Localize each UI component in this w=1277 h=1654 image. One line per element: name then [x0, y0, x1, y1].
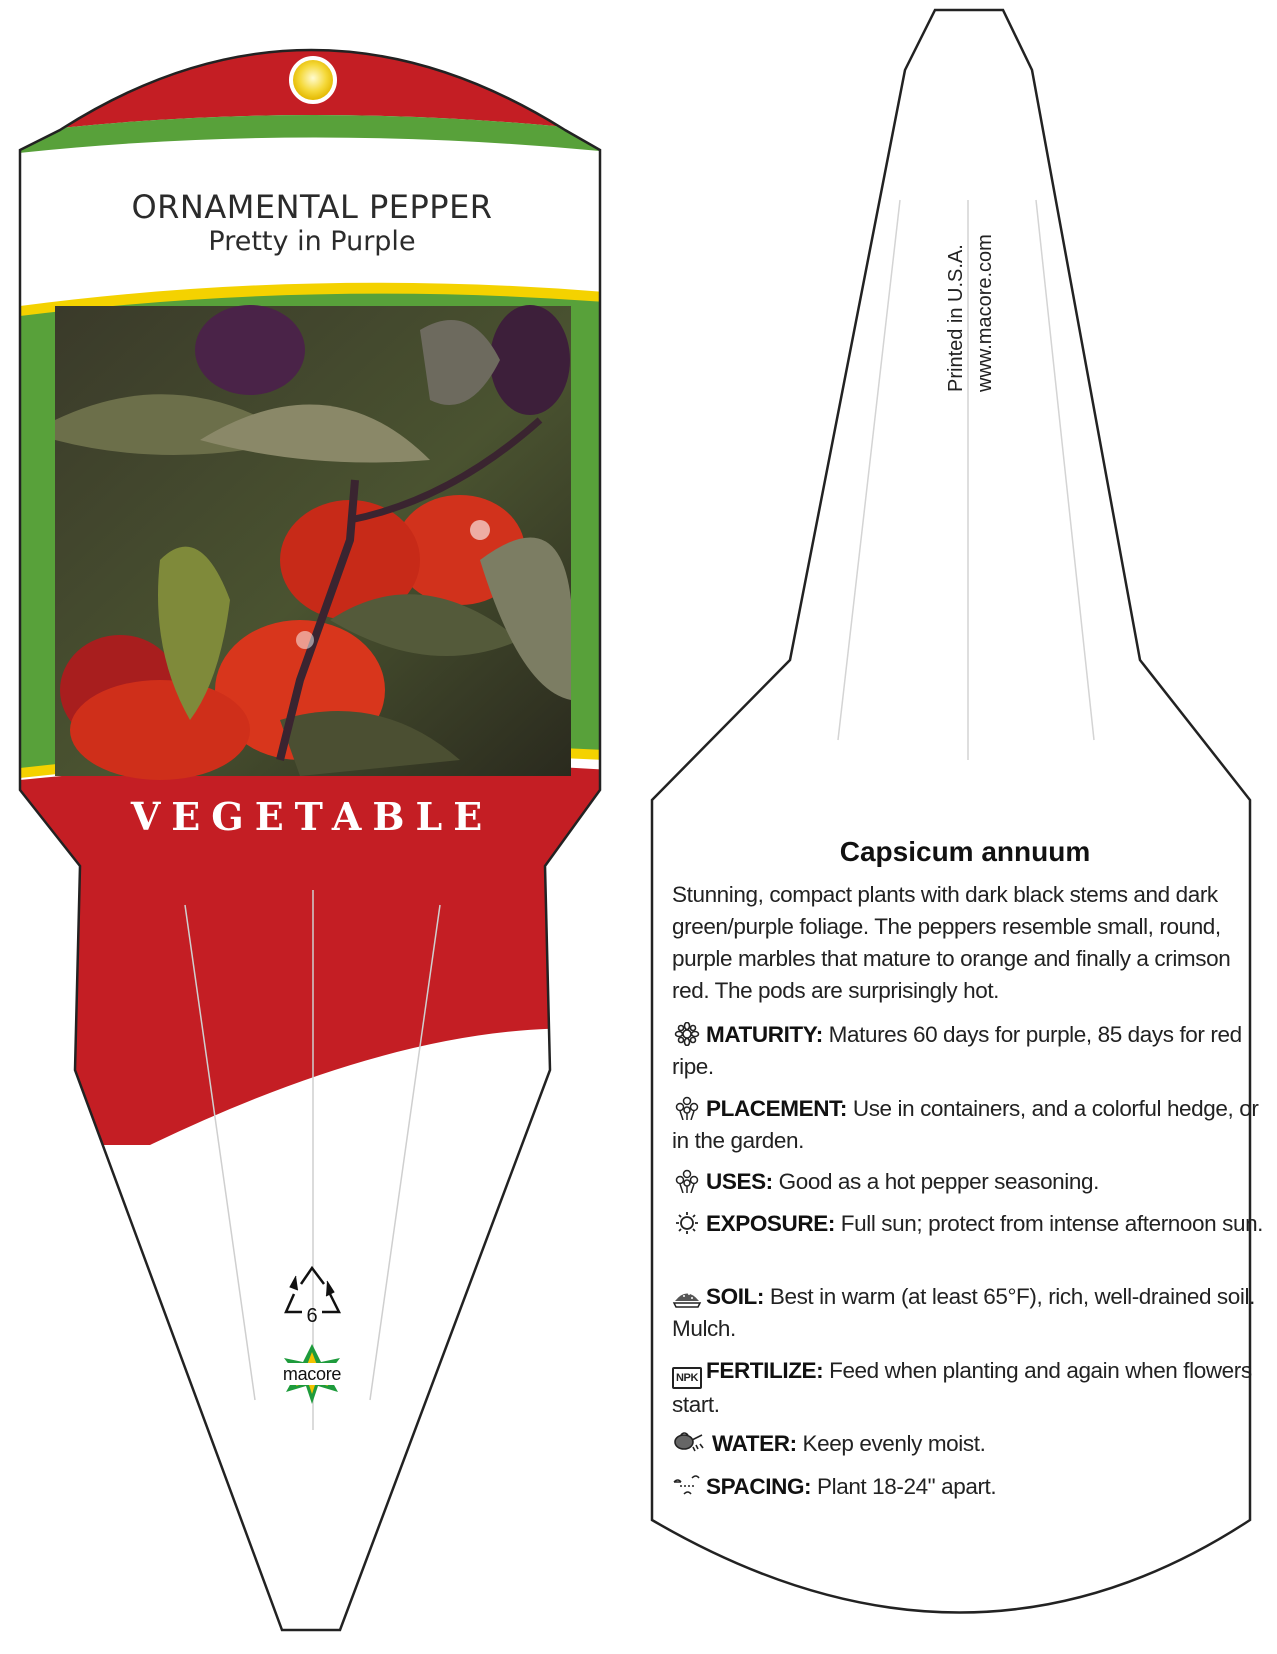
- fertilize-label: FERTILIZE:: [706, 1358, 824, 1383]
- fertilize-text: Feed when planting and again when flowers start.: [672, 1358, 1252, 1417]
- plant-variety-name: Pretty in Purple: [208, 226, 416, 257]
- plant-photo: [55, 305, 571, 780]
- uses-label: USES:: [706, 1169, 773, 1194]
- sun-dot-icon: [293, 60, 333, 100]
- maturity-label: MATURITY:: [706, 1022, 823, 1047]
- scientific-name: Capsicum annuum: [839, 836, 1091, 867]
- soil-icon: [672, 1284, 702, 1308]
- water-text: Keep evenly moist.: [802, 1431, 986, 1456]
- exposure-text: Full sun; protect from intense afternoon sun.: [840, 1211, 1264, 1236]
- npk-icon: NPK: [672, 1367, 702, 1389]
- uses-text: Good as a hot pepper seasoning.: [778, 1169, 1099, 1194]
- category-label: VEGETABLE: [130, 794, 494, 839]
- recycle-number: 6: [306, 1305, 318, 1327]
- sun-icon: [672, 1211, 702, 1235]
- plant-common-name: ORNAMENTAL PEPPER: [131, 188, 493, 226]
- flowers-cluster-icon: [672, 1096, 702, 1120]
- brand-name: macore: [282, 1364, 342, 1384]
- watering-can-icon: [672, 1431, 708, 1455]
- printed-in-label: Printed in U.S.A.: [945, 244, 967, 392]
- placement-label: PLACEMENT:: [706, 1096, 847, 1121]
- maturity-row: [672, 1019, 1272, 1083]
- soil-row: [672, 1281, 1272, 1345]
- soil-text: Best in warm (at least 65°F), rich, well-drained soil. Mulch.: [672, 1284, 1255, 1341]
- placement-text: Use in containers, and a colorful hedge, or in the garden.: [672, 1096, 1259, 1153]
- spacing-label: SPACING:: [706, 1474, 812, 1499]
- spacing-icon: [672, 1474, 702, 1498]
- exposure-label: EXPOSURE:: [706, 1211, 835, 1236]
- uses-row: [672, 1166, 1272, 1198]
- spacing-text: Plant 18-24" apart.: [817, 1474, 997, 1499]
- fertilize-row: [672, 1355, 1272, 1421]
- water-row: [672, 1428, 1272, 1460]
- water-label: WATER:: [712, 1431, 797, 1456]
- placement-row: [672, 1093, 1272, 1157]
- spacing-row: [672, 1471, 1272, 1503]
- flowers-cluster-icon: [672, 1169, 702, 1193]
- exposure-row: [672, 1208, 1272, 1240]
- soil-label: SOIL:: [706, 1284, 764, 1309]
- website-label: www.macore.com: [974, 234, 996, 392]
- maturity-text: Matures 60 days for purple, 85 days for red ripe.: [672, 1022, 1242, 1079]
- flower-icon: [672, 1022, 702, 1046]
- plant-description: Stunning, compact plants with dark black stems and dark green/purple foliage. The peppers resemble small, round, purple marbles that mature to orange and finally a crimson red. The pods are surprisingly hot.: [672, 882, 1231, 1003]
